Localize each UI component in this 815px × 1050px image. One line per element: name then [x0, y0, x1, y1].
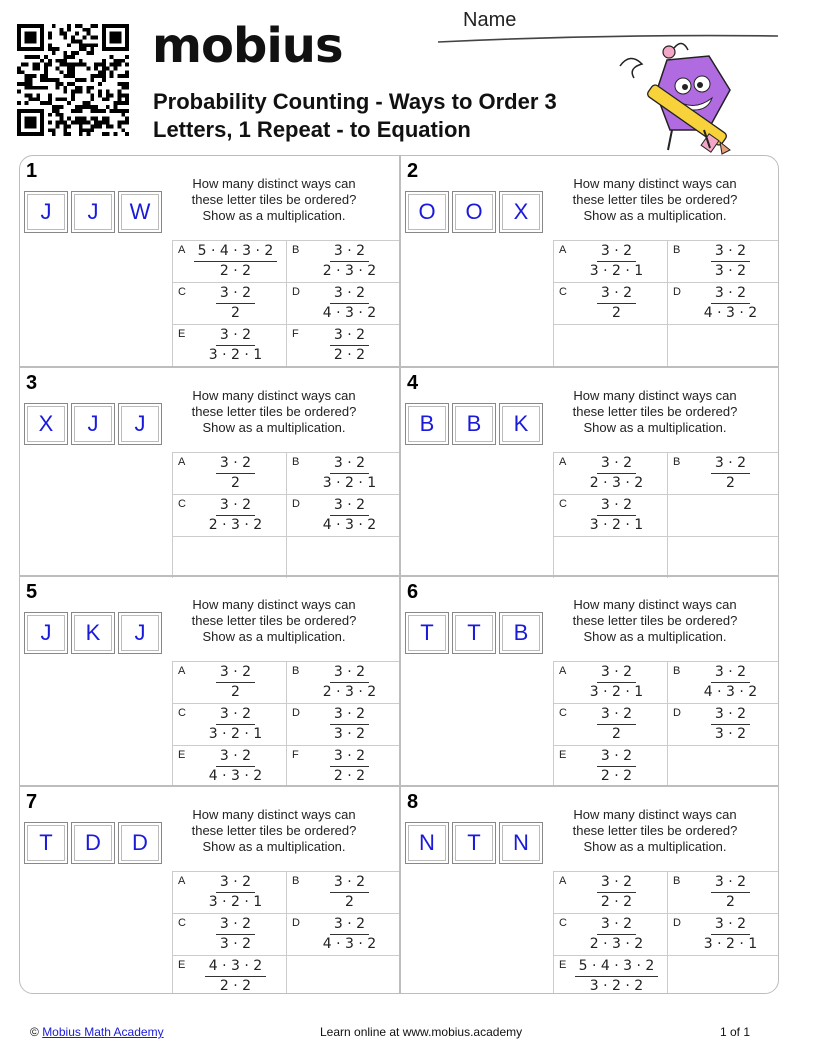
- option-letter: C: [178, 916, 186, 929]
- letter-tile: T: [452, 822, 496, 864]
- option-letter: A: [559, 455, 567, 468]
- letter-tiles: [24, 191, 162, 233]
- answer-option-empty: [667, 536, 779, 578]
- option-letter: D: [673, 707, 681, 719]
- answer-option-b[interactable]: [667, 661, 779, 703]
- answer-option-e[interactable]: [172, 745, 286, 787]
- option-letter: C: [178, 707, 186, 719]
- option-letter: C: [559, 497, 567, 510]
- answer-option-empty: [667, 324, 779, 366]
- question-prompt: How many distinct ways can these letter tiles be ordered? Show as a multiplication.: [572, 176, 738, 223]
- letter-tiles: [405, 822, 543, 864]
- fraction-denominator: 2 · 2: [600, 768, 633, 784]
- fraction: [572, 663, 661, 702]
- answer-options: [553, 452, 779, 578]
- answer-option-b[interactable]: [667, 871, 779, 913]
- answer-option-a[interactable]: [172, 240, 286, 282]
- letter-tile: D: [71, 822, 115, 864]
- answer-option-e[interactable]: [553, 955, 667, 995]
- question-prompt: How many distinct ways can these letter tiles be ordered? Show as a multiplication.: [191, 597, 357, 644]
- option-letter: B: [673, 665, 681, 677]
- answer-option-a[interactable]: [553, 661, 667, 703]
- fraction-numerator: 3 · 2: [216, 747, 255, 767]
- fraction: [572, 496, 661, 535]
- fraction: [305, 873, 394, 912]
- fraction-numerator: 3 · 2: [711, 663, 750, 683]
- option-letter: A: [559, 244, 567, 256]
- fraction-numerator: 3 · 2: [330, 873, 369, 893]
- question-number: 1: [26, 160, 38, 182]
- letter-tile: J: [24, 612, 68, 654]
- option-letter: A: [178, 455, 186, 468]
- question-7: [20, 785, 400, 995]
- footer-learn-online: Learn online at www.mobius.academy: [320, 1025, 523, 1039]
- fraction-denominator: 2 · 3 · 2: [589, 935, 644, 952]
- fraction-denominator: 2 · 3 · 2: [208, 516, 263, 533]
- fraction: [686, 284, 775, 323]
- fraction-numerator: 5 · 4 · 3 · 2: [575, 957, 659, 977]
- answer-option-b[interactable]: [286, 452, 400, 494]
- answer-options: [172, 240, 400, 366]
- option-letter: B: [673, 244, 681, 256]
- option-letter: D: [673, 916, 681, 929]
- fraction: [686, 454, 775, 493]
- fraction-denominator: 3 · 2 · 1: [208, 347, 263, 363]
- answer-option-b[interactable]: [286, 661, 400, 703]
- fraction-numerator: 4 · 3 · 2: [205, 957, 266, 977]
- fraction: [572, 284, 661, 323]
- fraction: [572, 747, 661, 786]
- question-2: [399, 156, 779, 366]
- option-letter: D: [673, 286, 681, 298]
- fraction-denominator: 3 · 2 · 1: [208, 726, 263, 742]
- answer-option-empty: [667, 745, 779, 787]
- letter-tile: X: [499, 191, 543, 233]
- answer-option-c[interactable]: [172, 703, 286, 745]
- option-letter: A: [178, 244, 186, 256]
- fraction-numerator: 3 · 2: [597, 705, 636, 725]
- letter-tile: J: [24, 191, 68, 233]
- question-number: 2: [407, 160, 419, 182]
- fraction-numerator: 3 · 2: [330, 326, 369, 346]
- answer-options: [172, 452, 400, 578]
- academy-link[interactable]: Mobius Math Academy: [42, 1025, 164, 1039]
- answer-option-c[interactable]: [172, 282, 286, 324]
- fraction-denominator: 3 · 2 · 1: [703, 935, 758, 952]
- question-number: 5: [26, 581, 38, 603]
- fraction-numerator: 3 · 2: [711, 915, 750, 935]
- fraction-numerator: 3 · 2: [216, 873, 255, 893]
- fraction-numerator: 3 · 2: [216, 454, 255, 474]
- letter-tiles: [405, 191, 543, 233]
- fraction-numerator: 3 · 2: [597, 915, 636, 935]
- answer-option-d[interactable]: [286, 913, 400, 955]
- answer-options: [553, 661, 779, 787]
- fraction: [572, 454, 661, 493]
- letter-tiles: [24, 822, 162, 864]
- fraction: [686, 873, 775, 912]
- fraction-numerator: 3 · 2: [216, 284, 255, 304]
- fraction-numerator: 3 · 2: [711, 705, 750, 725]
- footer-page-number: 1 of 1: [720, 1025, 751, 1039]
- answer-option-empty: [286, 536, 400, 578]
- fraction-denominator: 2: [345, 893, 354, 910]
- fraction: [686, 242, 775, 281]
- fraction-denominator: 2 · 3 · 2: [322, 684, 377, 700]
- letter-tiles: [405, 403, 543, 445]
- fraction-denominator: 3 · 2: [714, 726, 747, 742]
- fraction-numerator: 3 · 2: [330, 747, 369, 767]
- letter-tile: K: [71, 612, 115, 654]
- letter-tile: X: [24, 403, 68, 445]
- question-number: 7: [26, 790, 38, 813]
- answer-option-d[interactable]: [667, 703, 779, 745]
- fraction-denominator: 2: [726, 474, 735, 491]
- answer-option-c[interactable]: [553, 913, 667, 955]
- fraction: [191, 873, 280, 912]
- option-letter: E: [178, 749, 186, 761]
- fraction-numerator: 3 · 2: [597, 454, 636, 474]
- answer-option-d[interactable]: [667, 913, 779, 955]
- answer-option-a[interactable]: [172, 452, 286, 494]
- question-prompt: How many distinct ways can these letter tiles be ordered? Show as a multiplication.: [572, 597, 738, 644]
- option-letter: B: [673, 455, 681, 468]
- footer-copyright: © Mobius Math Academy: [30, 1025, 164, 1039]
- letter-tile: J: [71, 191, 115, 233]
- question-number: 8: [407, 790, 419, 813]
- fraction: [305, 663, 394, 702]
- answer-options: [172, 871, 400, 995]
- fraction: [191, 242, 280, 281]
- letter-tile: K: [499, 403, 543, 445]
- answer-option-e[interactable]: [553, 745, 667, 787]
- question-number: 3: [26, 371, 38, 394]
- qr-code: [17, 24, 129, 136]
- option-letter: D: [292, 707, 300, 719]
- letter-tile: T: [405, 612, 449, 654]
- fraction-numerator: 3 · 2: [597, 242, 636, 262]
- option-letter: A: [559, 665, 567, 677]
- option-letter: A: [178, 665, 186, 677]
- option-letter: B: [292, 665, 300, 677]
- answer-option-empty: [553, 536, 667, 578]
- letter-tile: B: [405, 403, 449, 445]
- letter-tile: J: [118, 612, 162, 654]
- option-letter: C: [559, 286, 567, 298]
- fraction: [572, 873, 661, 912]
- fraction-numerator: 3 · 2: [330, 705, 369, 725]
- answer-option-b[interactable]: [286, 240, 400, 282]
- fraction: [305, 454, 394, 493]
- fraction: [191, 747, 280, 786]
- question-5: [20, 575, 400, 785]
- answer-option-d[interactable]: [286, 703, 400, 745]
- answer-option-b[interactable]: [667, 240, 779, 282]
- fraction-numerator: 3 · 2: [711, 454, 750, 474]
- fraction-numerator: 3 · 2: [216, 705, 255, 725]
- fraction-denominator: 4 · 3 · 2: [703, 305, 758, 321]
- option-letter: C: [178, 286, 186, 298]
- option-letter: D: [292, 286, 300, 298]
- question-prompt: How many distinct ways can these letter tiles be ordered? Show as a multiplication.: [572, 387, 738, 435]
- fraction-denominator: 3 · 2 · 1: [208, 893, 263, 910]
- fraction-denominator: 4 · 3 · 2: [322, 305, 377, 321]
- letter-tile: N: [405, 822, 449, 864]
- option-letter: D: [292, 916, 300, 929]
- answer-option-empty: [553, 324, 667, 366]
- fraction-denominator: 2: [612, 726, 621, 742]
- fraction-numerator: 3 · 2: [711, 284, 750, 304]
- fraction: [191, 454, 280, 493]
- answer-option-a[interactable]: [553, 871, 667, 913]
- name-label: Name: [463, 9, 517, 31]
- fraction-numerator: 3 · 2: [216, 496, 255, 516]
- letter-tile: T: [24, 822, 68, 864]
- fraction: [305, 496, 394, 535]
- fraction: [191, 915, 280, 954]
- option-letter: E: [178, 958, 186, 971]
- option-letter: C: [559, 916, 567, 929]
- answer-options: [553, 240, 779, 366]
- option-letter: E: [559, 749, 567, 761]
- fraction-denominator: 3 · 2: [219, 935, 252, 952]
- letter-tile: B: [499, 612, 543, 654]
- question-number: 4: [407, 371, 419, 394]
- option-letter: F: [292, 749, 299, 761]
- fraction-denominator: 3 · 2: [333, 726, 366, 742]
- fraction: [305, 242, 394, 281]
- mobius-logo: mobius: [152, 18, 343, 74]
- question-prompt: How many distinct ways can these letter tiles be ordered? Show as a multiplication.: [572, 806, 738, 854]
- option-letter: C: [178, 497, 186, 510]
- answer-option-empty: [172, 536, 286, 578]
- answer-option-f[interactable]: [286, 324, 400, 366]
- fraction-numerator: 3 · 2: [711, 242, 750, 262]
- fraction-numerator: 3 · 2: [330, 284, 369, 304]
- fraction-numerator: 3 · 2: [216, 915, 255, 935]
- option-letter: B: [673, 874, 681, 887]
- answer-options: [553, 871, 779, 995]
- answer-option-a[interactable]: [553, 452, 667, 494]
- letter-tiles: [24, 403, 162, 445]
- fraction-denominator: 2: [726, 893, 735, 910]
- question-4: [399, 366, 779, 576]
- answer-option-e[interactable]: [172, 324, 286, 366]
- fraction-denominator: 4 · 3 · 2: [208, 768, 263, 784]
- fraction-denominator: 2: [231, 474, 240, 491]
- fraction-denominator: 4 · 3 · 2: [322, 516, 377, 533]
- answer-option-b[interactable]: [667, 452, 779, 494]
- answer-option-c[interactable]: [172, 494, 286, 536]
- question-prompt: How many distinct ways can these letter tiles be ordered? Show as a multiplication.: [191, 176, 357, 223]
- answer-options: [172, 661, 400, 787]
- fraction: [305, 747, 394, 786]
- fraction: [686, 915, 775, 954]
- fraction-denominator: 2: [231, 305, 240, 321]
- answer-option-a[interactable]: [172, 661, 286, 703]
- fraction-denominator: 2 · 2: [219, 263, 252, 279]
- fraction-denominator: 2 · 2: [333, 347, 366, 363]
- answer-option-a[interactable]: [553, 240, 667, 282]
- option-letter: C: [559, 707, 567, 719]
- fraction-denominator: 2 · 2: [219, 977, 252, 994]
- letter-tile: J: [118, 403, 162, 445]
- question-prompt: How many distinct ways can these letter tiles be ordered? Show as a multiplication.: [191, 387, 357, 435]
- fraction: [191, 284, 280, 323]
- fraction-denominator: 4 · 3 · 2: [703, 684, 758, 700]
- fraction-numerator: 3 · 2: [330, 663, 369, 683]
- letter-tiles: [24, 612, 162, 654]
- fraction: [572, 705, 661, 744]
- option-letter: B: [292, 455, 300, 468]
- fraction: [191, 957, 280, 995]
- answer-option-a[interactable]: [172, 871, 286, 913]
- answer-option-b[interactable]: [286, 871, 400, 913]
- fraction: [305, 915, 394, 954]
- fraction-denominator: 3 · 2 · 2: [589, 977, 644, 994]
- answer-option-c[interactable]: [553, 703, 667, 745]
- answer-option-f[interactable]: [286, 745, 400, 787]
- fraction-denominator: 2: [231, 684, 240, 700]
- question-8: [399, 785, 779, 995]
- option-letter: B: [292, 874, 300, 887]
- fraction-denominator: 3 · 2 · 1: [322, 474, 377, 491]
- answer-option-d[interactable]: [667, 282, 779, 324]
- answer-option-d[interactable]: [286, 494, 400, 536]
- fraction-numerator: 3 · 2: [597, 284, 636, 304]
- answer-option-empty: [286, 955, 400, 995]
- option-letter: D: [292, 497, 300, 510]
- fraction-numerator: 3 · 2: [711, 873, 750, 893]
- worksheet-title: Probability Counting - Ways to Order 3 Letters, 1 Repeat - to Equation: [153, 89, 557, 142]
- question-grid: [19, 155, 779, 994]
- letter-tiles: [405, 612, 543, 654]
- fraction-numerator: 3 · 2: [330, 242, 369, 262]
- fraction-denominator: 3 · 2 · 1: [589, 516, 644, 533]
- question-prompt: How many distinct ways can these letter tiles be ordered? Show as a multiplication.: [191, 806, 357, 854]
- fraction-numerator: 3 · 2: [330, 454, 369, 474]
- fraction-denominator: 3 · 2 · 1: [589, 684, 644, 700]
- option-letter: A: [178, 874, 186, 887]
- fraction-numerator: 5 · 4 · 3 · 2: [194, 242, 278, 262]
- fraction-numerator: 3 · 2: [597, 747, 636, 767]
- answer-option-empty: [667, 494, 779, 536]
- question-1: [20, 156, 400, 366]
- fraction: [191, 326, 280, 365]
- fraction-denominator: 3 · 2 · 1: [589, 263, 644, 279]
- letter-tile: B: [452, 403, 496, 445]
- fraction: [572, 957, 661, 995]
- fraction-numerator: 3 · 2: [216, 663, 255, 683]
- letter-tile: D: [118, 822, 162, 864]
- letter-tile: J: [71, 403, 115, 445]
- answer-option-empty: [667, 955, 779, 995]
- fraction: [686, 705, 775, 744]
- fraction-numerator: 3 · 2: [330, 496, 369, 516]
- option-letter: E: [178, 328, 186, 340]
- fraction-numerator: 3 · 2: [330, 915, 369, 935]
- fraction: [191, 663, 280, 702]
- answer-option-c[interactable]: [553, 494, 667, 536]
- fraction: [572, 242, 661, 281]
- question-number: 6: [407, 581, 419, 603]
- fraction-numerator: 3 · 2: [216, 326, 255, 346]
- fraction-denominator: 3 · 2: [714, 263, 747, 279]
- answer-option-d[interactable]: [286, 282, 400, 324]
- letter-tile: O: [452, 191, 496, 233]
- letter-tile: T: [452, 612, 496, 654]
- fraction: [305, 705, 394, 744]
- fraction: [305, 284, 394, 323]
- fraction-numerator: 3 · 2: [597, 496, 636, 516]
- option-letter: A: [559, 874, 567, 887]
- fraction-denominator: 4 · 3 · 2: [322, 935, 377, 952]
- option-letter: E: [559, 958, 567, 971]
- fraction: [305, 326, 394, 365]
- fraction-numerator: 3 · 2: [597, 873, 636, 893]
- option-letter: F: [292, 328, 299, 340]
- fraction: [191, 496, 280, 535]
- fraction-denominator: 2 · 3 · 2: [322, 263, 377, 279]
- fraction: [686, 663, 775, 702]
- question-6: [399, 575, 779, 785]
- answer-option-c[interactable]: [553, 282, 667, 324]
- letter-tile: W: [118, 191, 162, 233]
- answer-option-c[interactable]: [172, 913, 286, 955]
- letter-tile: O: [405, 191, 449, 233]
- mascot-illustration: [612, 38, 742, 158]
- fraction: [572, 915, 661, 954]
- letter-tile: N: [499, 822, 543, 864]
- fraction: [191, 705, 280, 744]
- option-letter: B: [292, 244, 300, 256]
- fraction-denominator: 2: [612, 305, 621, 321]
- fraction-denominator: 2 · 3 · 2: [589, 474, 644, 491]
- fraction-denominator: 2 · 2: [333, 768, 366, 784]
- question-3: [20, 366, 400, 576]
- fraction-denominator: 2 · 2: [600, 893, 633, 910]
- fraction-numerator: 3 · 2: [597, 663, 636, 683]
- answer-option-e[interactable]: [172, 955, 286, 995]
